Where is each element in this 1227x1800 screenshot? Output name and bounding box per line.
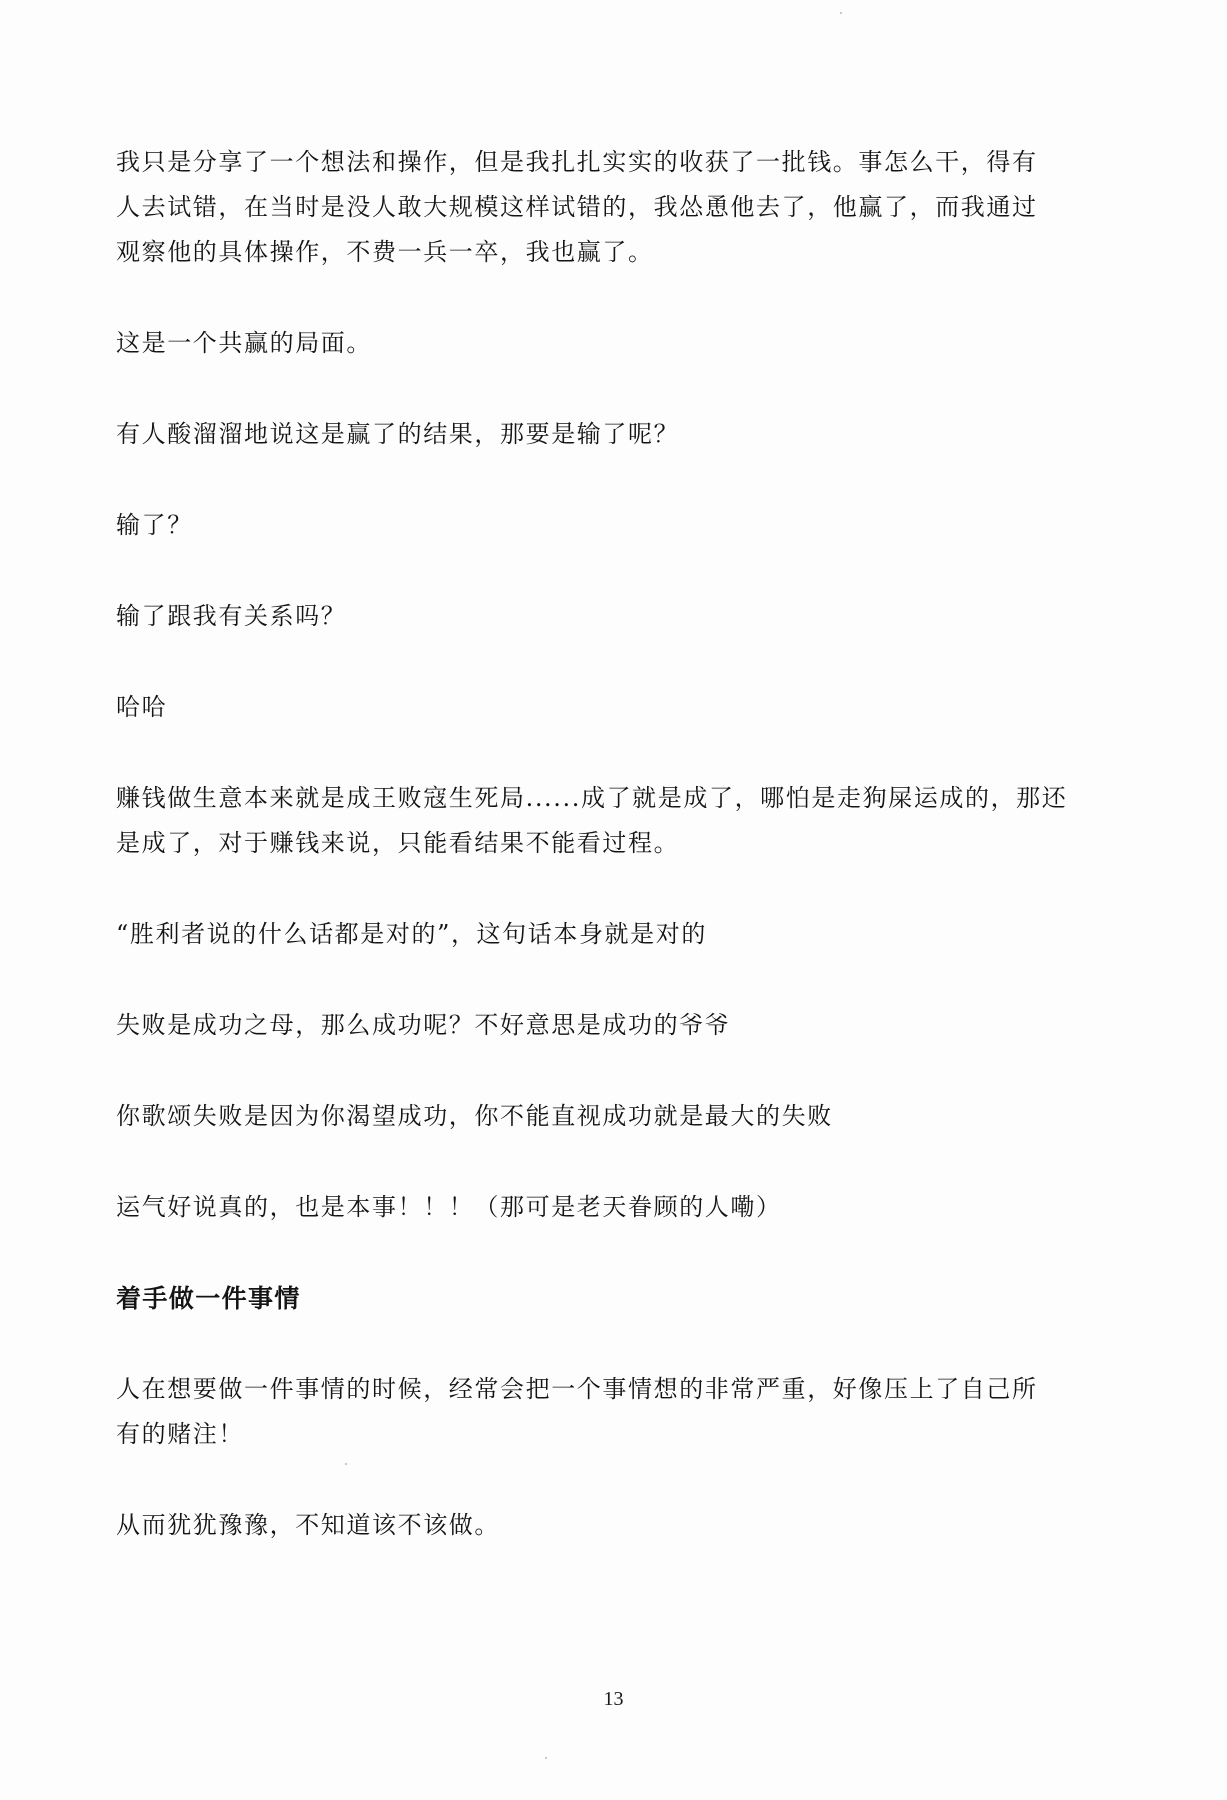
scan-speck <box>545 1757 547 1759</box>
text-line: 输了跟我有关系吗？ <box>116 602 347 630</box>
paragraph <box>116 412 1076 457</box>
text-line: 有人酸溜溜地说这是赢了的结果，那要是输了呢？ <box>116 420 680 448</box>
text-line: “胜利者说的什么话都是对的”，这句话本身就是对的 <box>116 920 707 948</box>
paragraph <box>116 1094 1076 1139</box>
text-line: 观察他的具体操作，不费一兵一卒，我也赢了。 <box>116 238 654 266</box>
scan-speck <box>345 1463 347 1465</box>
text-line: 输了？ <box>116 511 193 539</box>
text-line: 人去试错，在当时是没人敢大规模这样试错的，我怂恿他去了，他赢了，而我通过 <box>116 193 1038 221</box>
scan-speck <box>840 12 842 14</box>
page-content <box>116 140 1076 1594</box>
paragraph <box>116 140 1076 275</box>
text-line: 我只是分享了一个想法和操作，但是我扎扎实实的收获了一批钱。事怎么干，得有 <box>116 148 1038 176</box>
text-line: 你歌颂失败是因为你渴望成功，你不能直视成功就是最大的失败 <box>116 1102 833 1130</box>
paragraph <box>116 594 1076 639</box>
section-heading: 着手做一件事情 <box>116 1284 301 1313</box>
text-line: 运气好说真的，也是本事！！！（那可是老天眷顾的人嘞） <box>116 1193 782 1221</box>
text-line: 人在想要做一件事情的时候，经常会把一个事情想的非常严重，好像压上了自己所 <box>116 1375 1038 1403</box>
paragraph <box>116 1367 1076 1457</box>
text-line: 哈哈 <box>116 693 168 721</box>
page-number: 13 <box>603 1688 624 1710</box>
paragraph <box>116 1185 1076 1230</box>
text-line: 从而犹犹豫豫，不知道该不该做。 <box>116 1511 500 1539</box>
paragraph <box>116 321 1076 366</box>
paragraph <box>116 912 1076 957</box>
paragraph <box>116 685 1076 730</box>
text-line: 是成了，对于赚钱来说，只能看结果不能看过程。 <box>116 829 680 857</box>
paragraph <box>116 776 1076 866</box>
paragraph <box>116 503 1076 548</box>
text-line: 有的赌注！ <box>116 1420 244 1448</box>
paragraph <box>116 1003 1076 1048</box>
text-line: 失败是成功之母，那么成功呢？不好意思是成功的爷爷 <box>116 1011 731 1039</box>
paragraph <box>116 1503 1076 1548</box>
text-line: 赚钱做生意本来就是成王败寇生死局......成了就是成了，哪怕是走狗屎运成的，那还 <box>116 784 1068 812</box>
text-line: 这是一个共赢的局面。 <box>116 329 372 357</box>
